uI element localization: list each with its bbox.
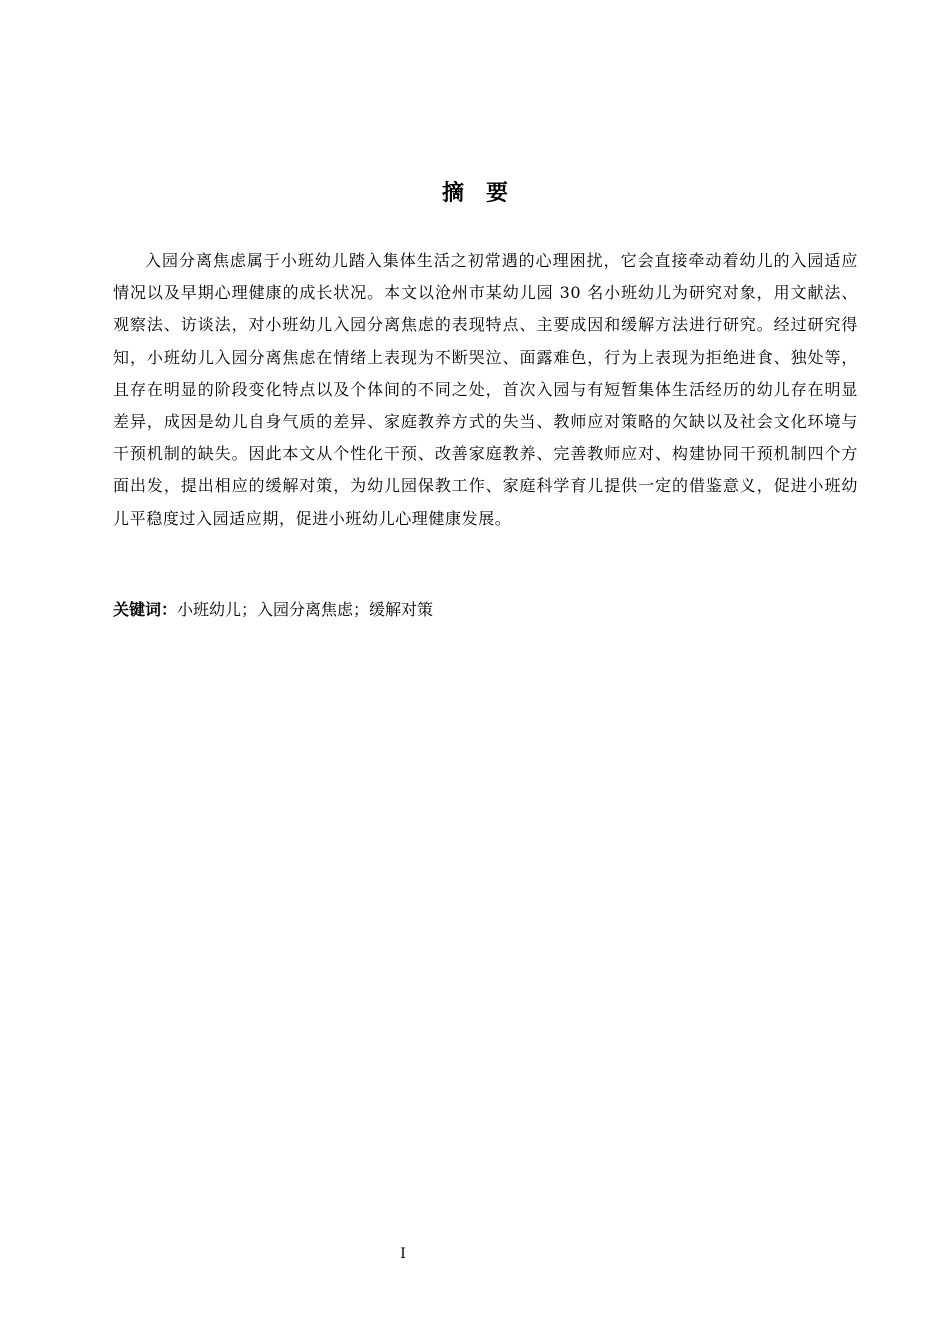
abstract-title bbox=[0, 178, 950, 210]
abstract-title-part2: 要 bbox=[486, 181, 509, 206]
keywords-label: 关键词： bbox=[113, 600, 178, 619]
keywords-line bbox=[113, 596, 858, 624]
keywords-text: 小班幼儿；入园分离焦虑；缓解对策 bbox=[177, 600, 434, 619]
abstract-title-part1: 摘 bbox=[441, 181, 464, 206]
abstract-paragraph: 入园分离焦虑属于小班幼儿踏入集体生活之初常遇的心理困扰，它会直接牵动着幼儿的入园适应情况以及早期心理健康的成长状况。本文以沧州市某幼儿园 30 名小班幼儿为研究对象，用文献法、观察法、访谈法，对小班幼儿入园分离焦虑的表现特点、主要成因和缓解方法进行研究。经过研究得知，小班幼儿入园分离焦虑在情绪上表现为不断哭泣、面露难色，行为上表现为拒绝进食、独处等，且存在明显的阶段变化特点以及个体间的不同之处，首次入园与有短暂集体生活经历的幼儿存在明显差异，成因是幼儿自身气质的差异、家庭教养方式的失当、教师应对策略的欠缺以及社会文化环境与干预机制的缺失。因此本文从个性化干预、改善家庭教养、完善教师应对、构建协同干预机制四个方面出发，提出相应的缓解对策，为幼儿园保教工作、家庭科学育儿提供一定的借鉴意义，促进小班幼儿平稳度过入园适应期，促进小班幼儿心理健康发展。 bbox=[113, 251, 858, 528]
page-number: I bbox=[400, 1246, 406, 1262]
